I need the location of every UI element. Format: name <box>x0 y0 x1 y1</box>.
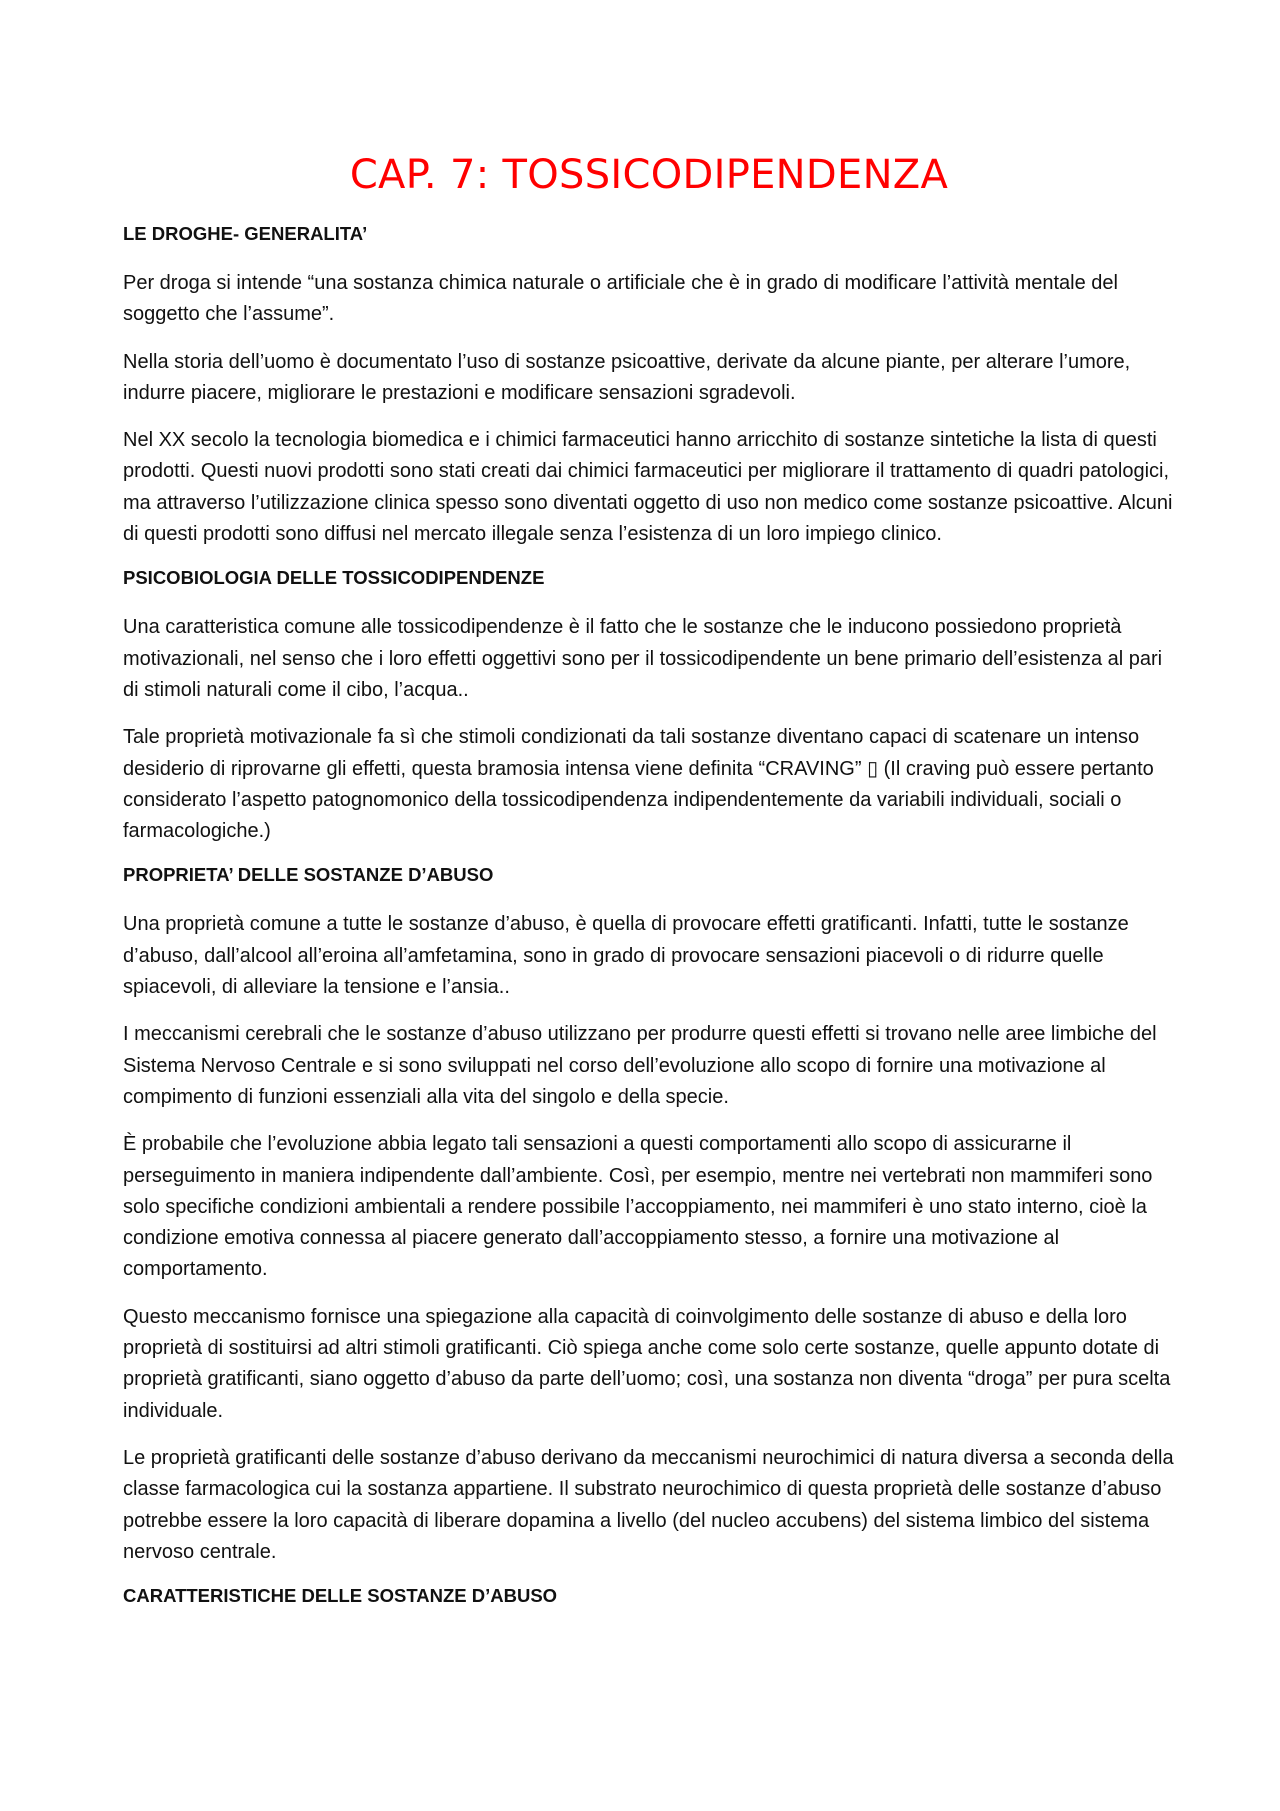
document-page <box>123 150 1175 1630</box>
section-caratteristiche-sostanze <box>123 1584 1175 1608</box>
paragraph: I meccanismi cerebrali che le sostanze d’abuso utilizzano per produrre questi effetti si trovano nelle aree limbiche del Sistema Nervoso Centrale e si sono sviluppati nel corso dell’evoluzione allo scopo di fornire una motivazione al compimento di funzioni essenziali alla vita del singolo e della specie. <box>123 1023 1157 1108</box>
section-heading: CARATTERISTICHE DELLE SOSTANZE D’ABUSO <box>123 1585 558 1607</box>
section-heading: PSICOBIOLOGIA DELLE TOSSICODIPENDENZE <box>123 567 545 589</box>
section-psicobiologia <box>123 566 1175 847</box>
paragraph: Tale proprietà motivazionale fa sì che stimoli condizionati da tali sostanze diventano capaci di scatenare un intenso desiderio di riprovarne gli effetti, questa bramosia intensa viene definita “CRAVING” ▯ (Il craving può essere pertanto considerato l’aspetto patognomonico della tossicodipendenza indipendentemente da variabili individuali, sociali o farmacologiche.) <box>123 726 1154 843</box>
section-heading: PROPRIETA’ DELLE SOSTANZE D’ABUSO <box>123 864 494 886</box>
section-proprieta-sostanze <box>123 863 1175 1568</box>
section-droghe-generalita <box>123 222 1175 550</box>
paragraph: Per droga si intende “una sostanza chimica naturale o artificiale che è in grado di modificare l’attività mentale del soggetto che l’assume”. <box>123 272 1118 326</box>
page-title: CAP. 7: TOSSICODIPENDENZA <box>349 152 949 198</box>
paragraph: Le proprietà gratificanti delle sostanze d’abuso derivano da meccanismi neurochimici di natura diversa a seconda della classe farmacologica cui la sostanza appartiene. Il substrato neurochimico di questa proprietà delle sostanze d’abuso potrebbe essere la loro capacità di liberare dopamina a livello (del nucleo accubens) del sistema limbico del sistema nervoso centrale. <box>123 1446 1174 1563</box>
paragraph: È probabile che l’evoluzione abbia legato tali sensazioni a questi comportamenti allo scopo di assicurarne il perseguimento in maniera indipendente dall’ambiente. Così, per esempio, mentre nei vertebrati non mammiferi sono solo specifiche condizioni ambientali a rendere possibile l’accoppiamento, nei mammiferi è uno stato interno, cioè la condizione emotiva connessa al piacere generato dall’accoppiamento stesso, a fornire una motivazione al comportamento. <box>123 1133 1153 1281</box>
paragraph: Questo meccanismo fornisce una spiegazione alla capacità di coinvolgimento delle sostanze di abuso e della loro proprietà di sostituirsi ad altri stimoli gratificanti. Ciò spiega anche come solo certe sostanze, quelle appunto dotate di proprietà gratificanti, siano oggetto d’abuso da parte dell’uomo; così, una sostanza non diventa “droga” per pura scelta individuale. <box>123 1305 1171 1422</box>
section-heading: LE DROGHE- GENERALITA’ <box>123 223 368 244</box>
paragraph: Una proprietà comune a tutte le sostanze d’abuso, è quella di provocare effetti gratificanti. Infatti, tutte le sostanze d’abuso, dall’alcool all’eroina all’amfetamina, sono in grado di provocare sensazioni piacevoli o di ridurre quelle spiacevoli, di alleviare la tensione e l’ansia.. <box>123 913 1129 999</box>
paragraph: Nella storia dell’uomo è documentato l’uso di sostanze psicoattive, derivate da alcune piante, per alterare l’umore, indurre piacere, migliorare le prestazioni e modificare sensazioni sgradevoli. <box>123 350 1131 404</box>
paragraph: Nel XX secolo la tecnologia biomedica e i chimici farmaceutici hanno arricchito di sostanze sintetiche la lista di questi prodotti. Questi nuovi prodotti sono stati creati dai chimici farmaceutici per migliorare il trattamento di quadri patologici, ma attraverso l’utilizzazione clinica spesso sono diventati oggetto di uso non medico come sostanze psicoattive. Alcuni di questi prodotti sono diffusi nel mercato illegale senza l’esistenza di un loro impiego clinico. <box>123 429 1173 546</box>
paragraph: Una caratteristica comune alle tossicodipendenze è il fatto che le sostanze che le inducono possiedono proprietà motivazionali, nel senso che i loro effetti oggettivi sono per il tossicodipendente un bene primario dell’esistenza al pari di stimoli naturali come il cibo, l’acqua.. <box>123 616 1163 701</box>
